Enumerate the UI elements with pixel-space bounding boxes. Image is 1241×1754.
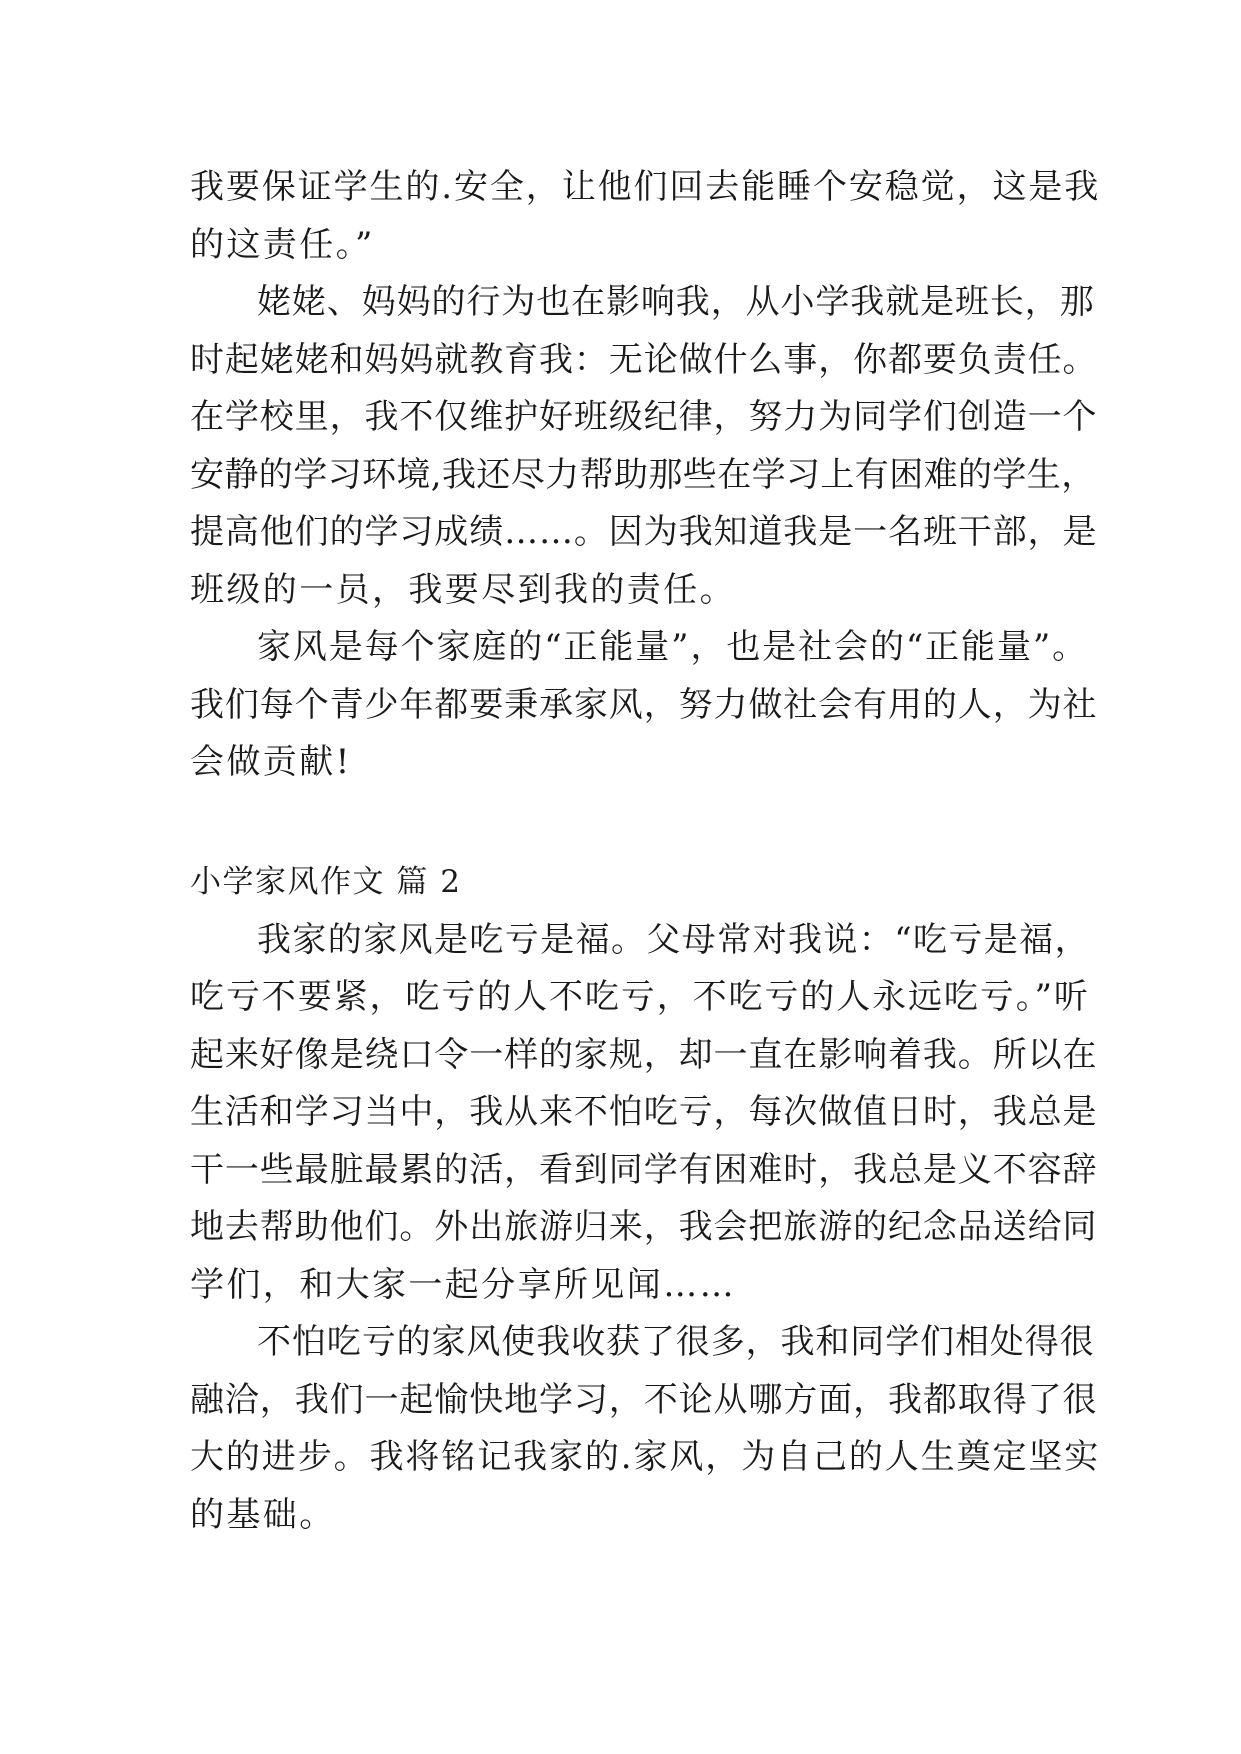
- text-line: 地去帮助他们。外出旅游归来，我会把旅游的纪念品送给同: [190, 1207, 1098, 1247]
- text-line: 我家的家风是吃亏是福。父母常对我说：“吃亏是福，: [257, 920, 1090, 960]
- text-line: 学们，和大家一起分享所见闻……: [190, 1265, 736, 1305]
- text-line: 的基础。: [190, 1495, 336, 1535]
- text-line: 时起姥姥和妈妈就教育我：无论做什么事，你都要负责任。: [190, 340, 1098, 380]
- text-line: 起来好像是绕口令一样的家规，却一直在影响着我。所以在: [190, 1035, 1098, 1075]
- text-line: 班级的一员，我要尽到我的责任。: [190, 570, 736, 610]
- text-line: 在学校里，我不仅维护好班级纪律，努力为同学们创造一个: [190, 397, 1098, 437]
- text-line: 不怕吃亏的家风使我收获了很多，我和同学们相处得很: [257, 1322, 1095, 1362]
- text-line: 的这责任。”: [190, 225, 375, 265]
- text-line: 提高他们的学习成绩……。因为我知道我是一名班干部，是: [190, 512, 1098, 552]
- text-line: 会做贡献!: [190, 742, 352, 782]
- text-line: 大的进步。我将铭记我家的.家风，为自己的人生奠定坚实: [190, 1437, 1101, 1477]
- text-line: 融洽，我们一起愉快地学习，不论从哪方面，我都取得了很: [190, 1380, 1098, 1420]
- text-line: 家风是每个家庭的“正能量”，也是社会的“正能量”。: [257, 627, 1089, 667]
- text-line: 安静的学习环境,我还尽力帮助那些在学习上有困难的学生，: [190, 455, 1096, 495]
- section-heading: 小学家风作文 篇 2: [190, 864, 462, 900]
- text-line: 我们每个青少年都要秉承家风，努力做社会有用的人，为社: [190, 685, 1098, 725]
- text-line: 我要保证学生的.安全，让他们回去能睡个安稳觉，这是我: [190, 167, 1101, 207]
- text-line: 吃亏不要紧，吃亏的人不吃亏，不吃亏的人永远吃亏。”听: [190, 977, 1090, 1017]
- text-line: 生活和学习当中，我从来不怕吃亏，每次做值日时，我总是: [190, 1092, 1098, 1132]
- text-line: 干一些最脏最累的活，看到同学有困难时，我总是义不容辞: [190, 1150, 1098, 1190]
- text-line: 姥姥、妈妈的行为也在影响我，从小学我就是班长，那: [257, 282, 1095, 322]
